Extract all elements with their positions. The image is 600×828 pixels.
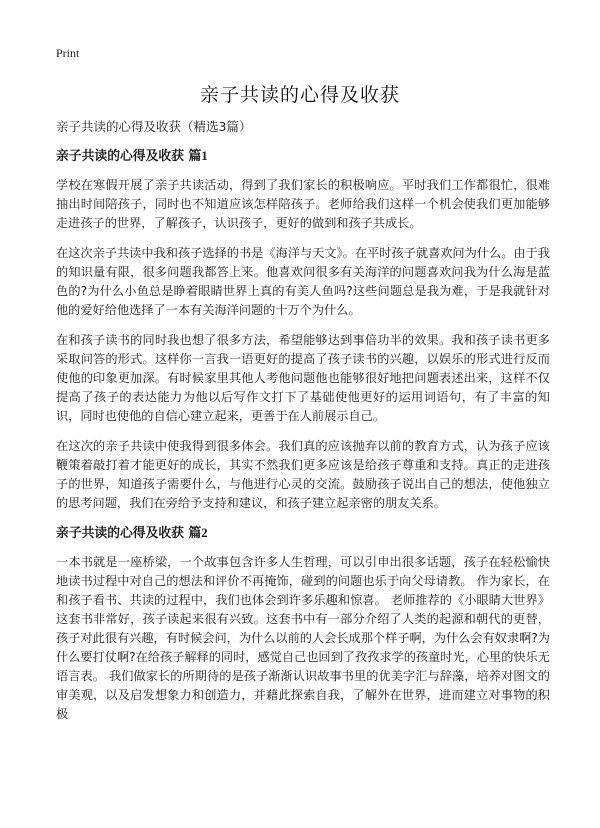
paragraph: 一本书就是一座桥梁，一个故事包含许多人生哲理，可以引申出很多话题，孩子在轻松愉快地读书过程中对自己的想法和评价不再掩饰，碰到的问题也乐于向父母请教。 作为家长，在和孩子看书、共读的过程中，我们也体会到许多乐趣和惊喜。 老师推荐的《小眼睛大世界》这套书非常好，孩子读起来很有兴致。这套书中有一部分介绍了人类的起源和朝代的更替，孩子对此很有兴趣，有时候会问，为什么以前的人会长成那个样子啊，为什么会有奴隶啊?为什么要打仗啊?在给孩子解释的同时，感觉自己也回到了孜孜求学的孩童时光，心里的快乐无语言表。 我们做家长的所期待的是孩子渐渐认识故事书里的优美字汇与辞藻，培养对图文的审美观，以及启发想象力和创造力，并藉此探索自我，了解外在世界，进而建立对事物的积极 [56, 555, 550, 721]
section-heading-2 [56, 524, 550, 543]
paragraph: 在和孩子读书的同时我也想了很多方法，希望能够达到事倍功半的效果。我和孩子读书更多采取问答的形式。这样你一言我一语更好的提高了孩子读书的兴趣，以娱乐的形式进行反而使他的印象更加深。有时候家里其他人考他问题他也能够很好地把问题表述出来，这样不仅提高了孩子的表达能力为他以后写作文打下了基础使他更好的运用词语句，有了丰富的知识，同时也使他的自信心建立起来，更善于在人前展示自己。 [56, 333, 550, 423]
paragraph: 在这次亲子共读中我和孩子选择的书是《海洋与天文》。在平时孩子就喜欢问为什么。由于我的知识量有限，很多问题我都答上来。他喜欢问很多有关海洋的问题喜欢问我为什么海是蓝色的?为什么小鱼总是睁着眼睛世界上真的有美人鱼吗?这些问题总是我为难，于是我就针对他的爱好给他选择了一本有关海洋问题的十万个为什么。 [56, 246, 550, 317]
print-link[interactable]: Print [56, 46, 80, 60]
section-number: 篇2 [188, 526, 208, 540]
section-heading-1 [56, 147, 550, 166]
section-heading-text: 亲子共读的心得及收获 [56, 149, 184, 164]
paragraph: 在这次的亲子共读中使我得到很多体会。我们真的应该抛弃以前的教育方式，认为孩子应该鞭策着敲打着才能更好的成长，其实不然我们更多应该是给孩子尊重和支持。真正的走进孩子的世界，知道孩子需要什么，与他进行心灵的交流。鼓励孩子说出自己的想法，使他独立的思考问题，我们在旁给予支持和建议，和孩子建立起亲密的朋友关系。 [56, 439, 550, 510]
document-body [56, 117, 550, 724]
section-heading-text: 亲子共读的心得及收获 [56, 526, 184, 541]
document-title: 亲子共读的心得及收获 [199, 84, 400, 106]
section-number: 篇1 [188, 149, 208, 163]
paragraph: 学校在寒假开展了亲子共读活动，得到了我们家长的积极响应。平时我们工作都很忙，很难抽出时间陪孩子，同时也不知道应该怎样陪孩子。老师给我们这样一个机会使我们更加能够走进孩子的世界，了解孩子，认识孩子，更好的做到和孩子共成长。 [56, 178, 550, 230]
document-subtitle: 亲子共读的心得及收获（精选3篇） [56, 119, 252, 134]
